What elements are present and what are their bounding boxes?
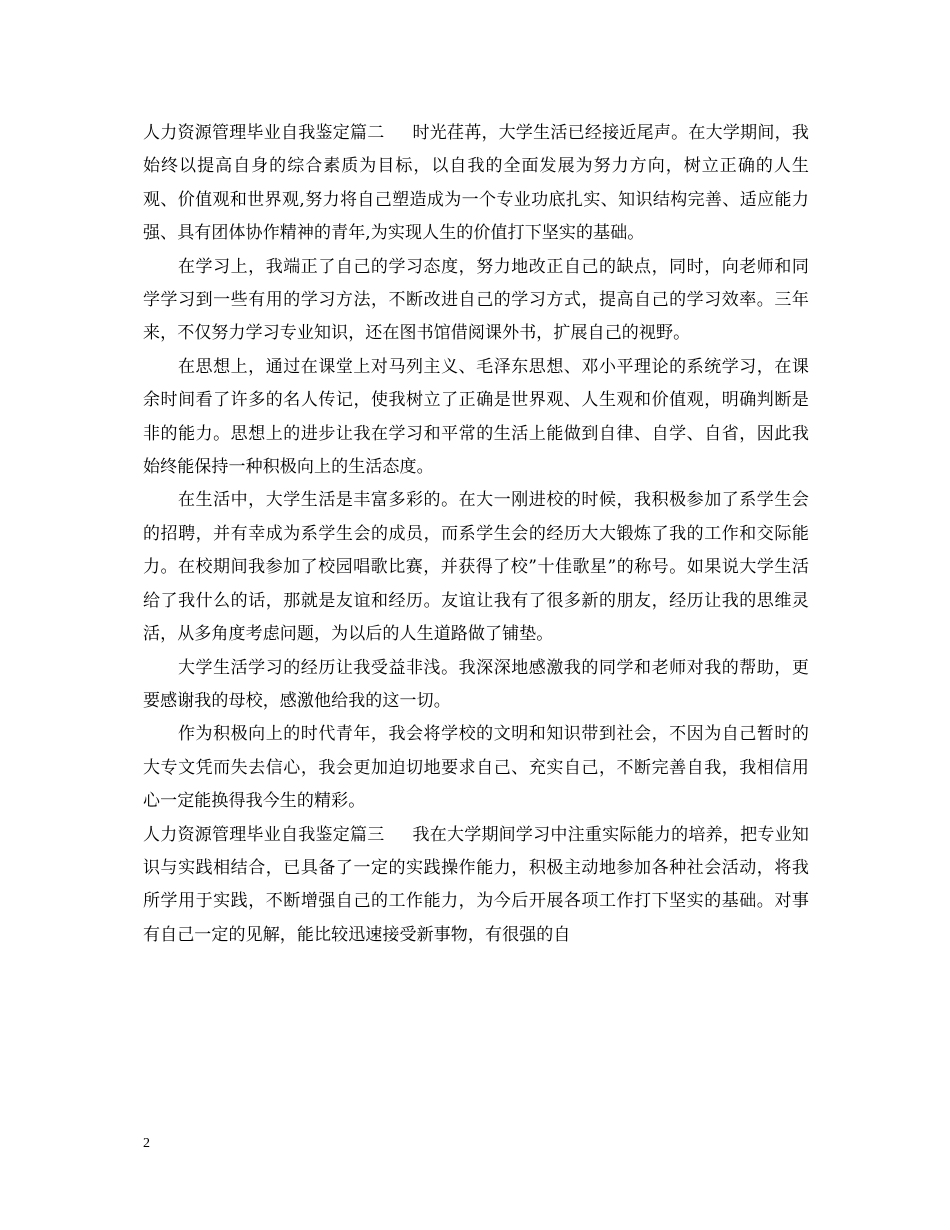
study-paragraph: 在学习上，我端正了自己的学习态度，努力地改正自己的缺点，同时，向老师和同学学习到一些有用的学习方法，不断改进自己的学习方式，提高自己的学习效率。三年来，不仅努力学习专业知识，还在图书馆借阅课外书，扩展自己的视野。 — [143, 256, 809, 344]
future-paragraph: 作为积极向上的时代青年，我会将学校的文明和知识带到社会，不因为自己暂时的大专文凭而失去信心，我会更加迫切地要求自己、充实自己，不断完善自我，我相信用心一定能换得我今生的精彩。 — [143, 724, 809, 812]
section3-heading: 人力资源管理毕业自我鉴定篇三 — [143, 824, 385, 845]
thought-paragraph: 在思想上，通过在课堂上对马列主义、毛泽东思想、邓小平理论的系统学习，在课余时间看了许多的名人传记，使我树立了正确是世界观、人生观和价值观，明确判断是非的能力。思想上的进步让我在学习和平常的生活上能做到自律、自学、自省，因此我始终能保持一种积极向上的生活态度。 — [143, 356, 809, 478]
section3-intro-text: 我在大学期间学习中注重实际能力的培养，把专业知识与实践相结合，已具备了一定的实践操作能力，积极主动地参加各种社会活动，将我所学用于实践，不断增强自己的工作能力，为今后开展各项工作打下坚实的基础。对事有自己一定的见解，能比较迅速接受新事物，有很强的自 — [143, 824, 809, 945]
section2-intro-paragraph — [143, 117, 809, 251]
section2-intro-text: 时光荏苒，大学生活已经接近尾声。在大学期间，我始终以提高自身的综合素质为目标，以自我的全面发展为努力方向，树立正确的人生观、价值观和世界观,努力将自己塑造成为一个专业功底扎实、知识结构完善、适应能力强、具有团体协作精神的青年,为实现人生的价值打下坚实的基础。 — [143, 123, 809, 244]
gratitude-paragraph: 大学生活学习的经历让我受益非浅。我深深地感激我的同学和老师对我的帮助，更要感谢我的母校，感激他给我的这一切。 — [143, 657, 809, 711]
section3-intro-paragraph — [143, 819, 809, 953]
section2-heading: 人力资源管理毕业自我鉴定篇二 — [143, 123, 385, 143]
document-body — [143, 117, 809, 952]
page-number: 2 — [143, 1136, 150, 1151]
life-paragraph: 在生活中，大学生活是丰富多彩的。在大一刚进校的时候，我积极参加了系学生会的招聘，并有幸成为系学生会的成员，而系学生会的经历大大锻炼了我的工作和交际能力。在校期间我参加了校园唱歌比赛，并获得了校”十佳歌星”的称号。如果说大学生活给了我什么的话，那就是友谊和经历。友谊让我有了很多新的朋友，经历让我的思维灵活，从多角度考虑问题，为以后的人生道路做了铺垫。 — [143, 490, 809, 645]
